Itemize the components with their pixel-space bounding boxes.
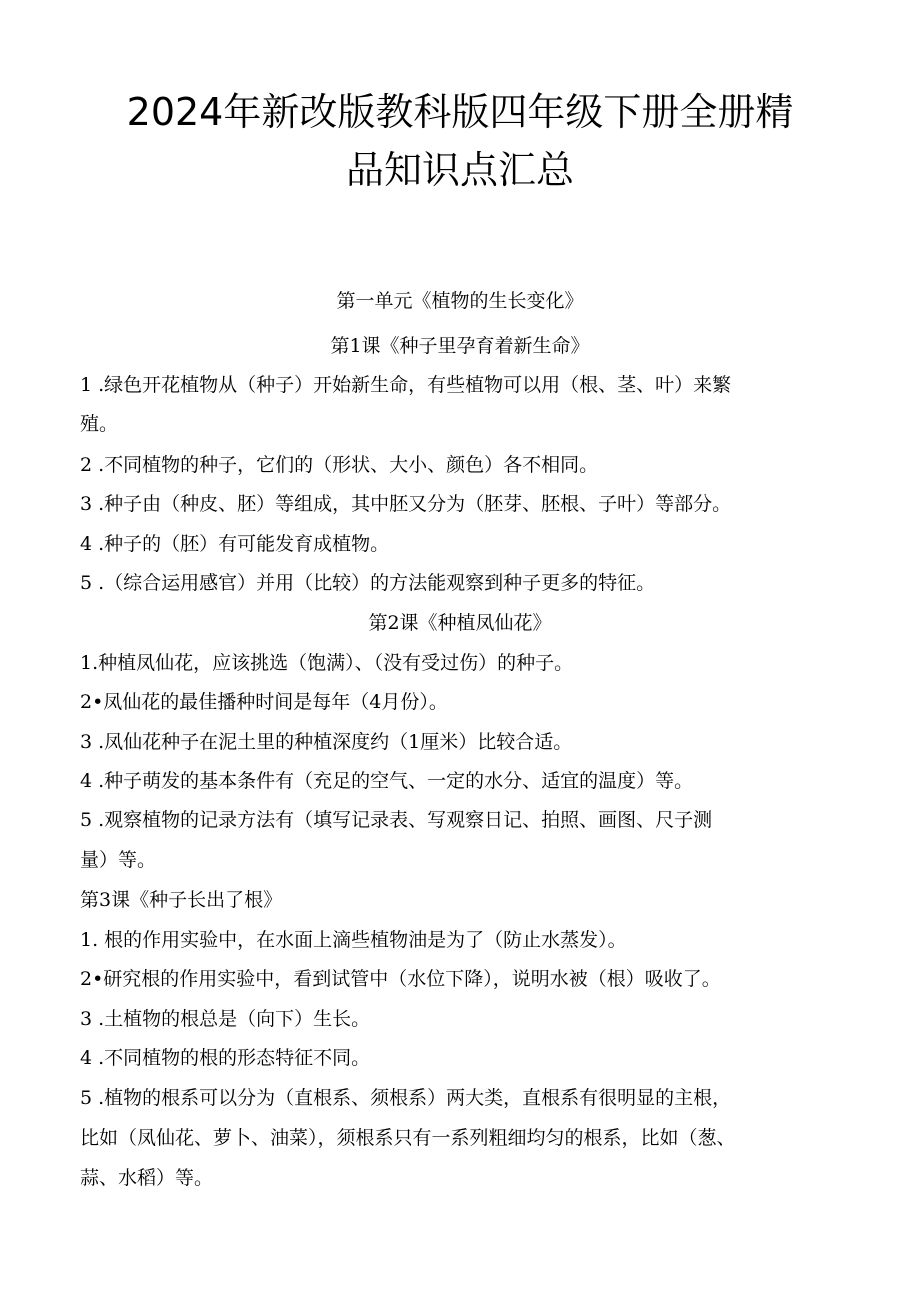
lesson-1-item-1: 1 .绿色开花植物从（种子）开始新生命，有些植物可以用（根、茎、叶）来繁 <box>80 374 732 396</box>
lesson-1-item-5: 5 .（综合运用感官）并用（比较）的方法能观察到种子更多的特征。 <box>80 572 656 594</box>
unit-heading: 第一单元《植物的生长变化》 <box>336 290 584 312</box>
lesson-3-item-4: 4 .不同植物的根的形态特征不同。 <box>80 1047 371 1069</box>
lesson-2-item-5: 5 .观察植物的记录方法有（填写记录表、写观察日记、拍照、画图、尺子测 <box>80 809 713 831</box>
lesson-3-item-1: 1. 根的作用实验中，在水面上滴些植物油是为了（防止水蒸发）。 <box>80 929 627 951</box>
lesson-2-item-1: 1.种植凤仙花，应该挑选（饱满）、（没有受过伤）的种子。 <box>80 652 574 674</box>
lesson-3-item-5: 5 .植物的根系可以分为（直根系、须根系）两大类，直根系有很明显的主根， <box>80 1087 732 1109</box>
lesson-1-heading: 第1课《种子里孕育着新生命》 <box>330 335 590 357</box>
document-title-line-1: 2024年新改版教科版四年级下册全册精 <box>126 90 794 134</box>
lesson-1-item-3: 3 .种子由（种皮、胚）等组成，其中胚又分为（胚芽、胚根、子叶）等部分。 <box>80 493 732 515</box>
lesson-2-item-5-continued: 量）等。 <box>80 849 157 871</box>
lesson-1-item-2: 2 .不同植物的种子，它们的（形状、大小、颜色）各不相同。 <box>80 454 599 476</box>
lesson-3-item-5-continued-2: 蒜、水稻）等。 <box>80 1167 214 1189</box>
lesson-2-item-2: 2•凤仙花的最佳播种时间是每年（4月份）。 <box>80 691 448 713</box>
lesson-2-heading: 第2课《种植凤仙花》 <box>368 612 552 634</box>
document-title-line-2: 品知识点汇总 <box>345 148 574 192</box>
lesson-1-item-1-continued: 殖。 <box>80 413 119 435</box>
lesson-3-item-5-continued: 比如（凤仙花、萝卜、油菜），须根系只有一系列粗细均匀的根系，比如（葱、 <box>80 1127 736 1149</box>
lesson-1-item-4: 4 .种子的（胚）有可能发育成植物。 <box>80 533 390 555</box>
lesson-3-item-2: 2•研究根的作用实验中，看到试管中（水位下降），说明水被（根）吸收了。 <box>80 968 721 990</box>
lesson-2-item-3: 3 .凤仙花种子在泥土里的种植深度约（1厘米）比较合适。 <box>80 731 573 753</box>
lesson-3-heading: 第3课《种子长出了根》 <box>80 889 283 911</box>
lesson-3-item-3: 3 .土植物的根总是（向下）生长。 <box>80 1008 371 1030</box>
lesson-2-item-4: 4 .种子萌发的基本条件有（充足的空气、一定的水分、适宜的温度）等。 <box>80 770 694 792</box>
